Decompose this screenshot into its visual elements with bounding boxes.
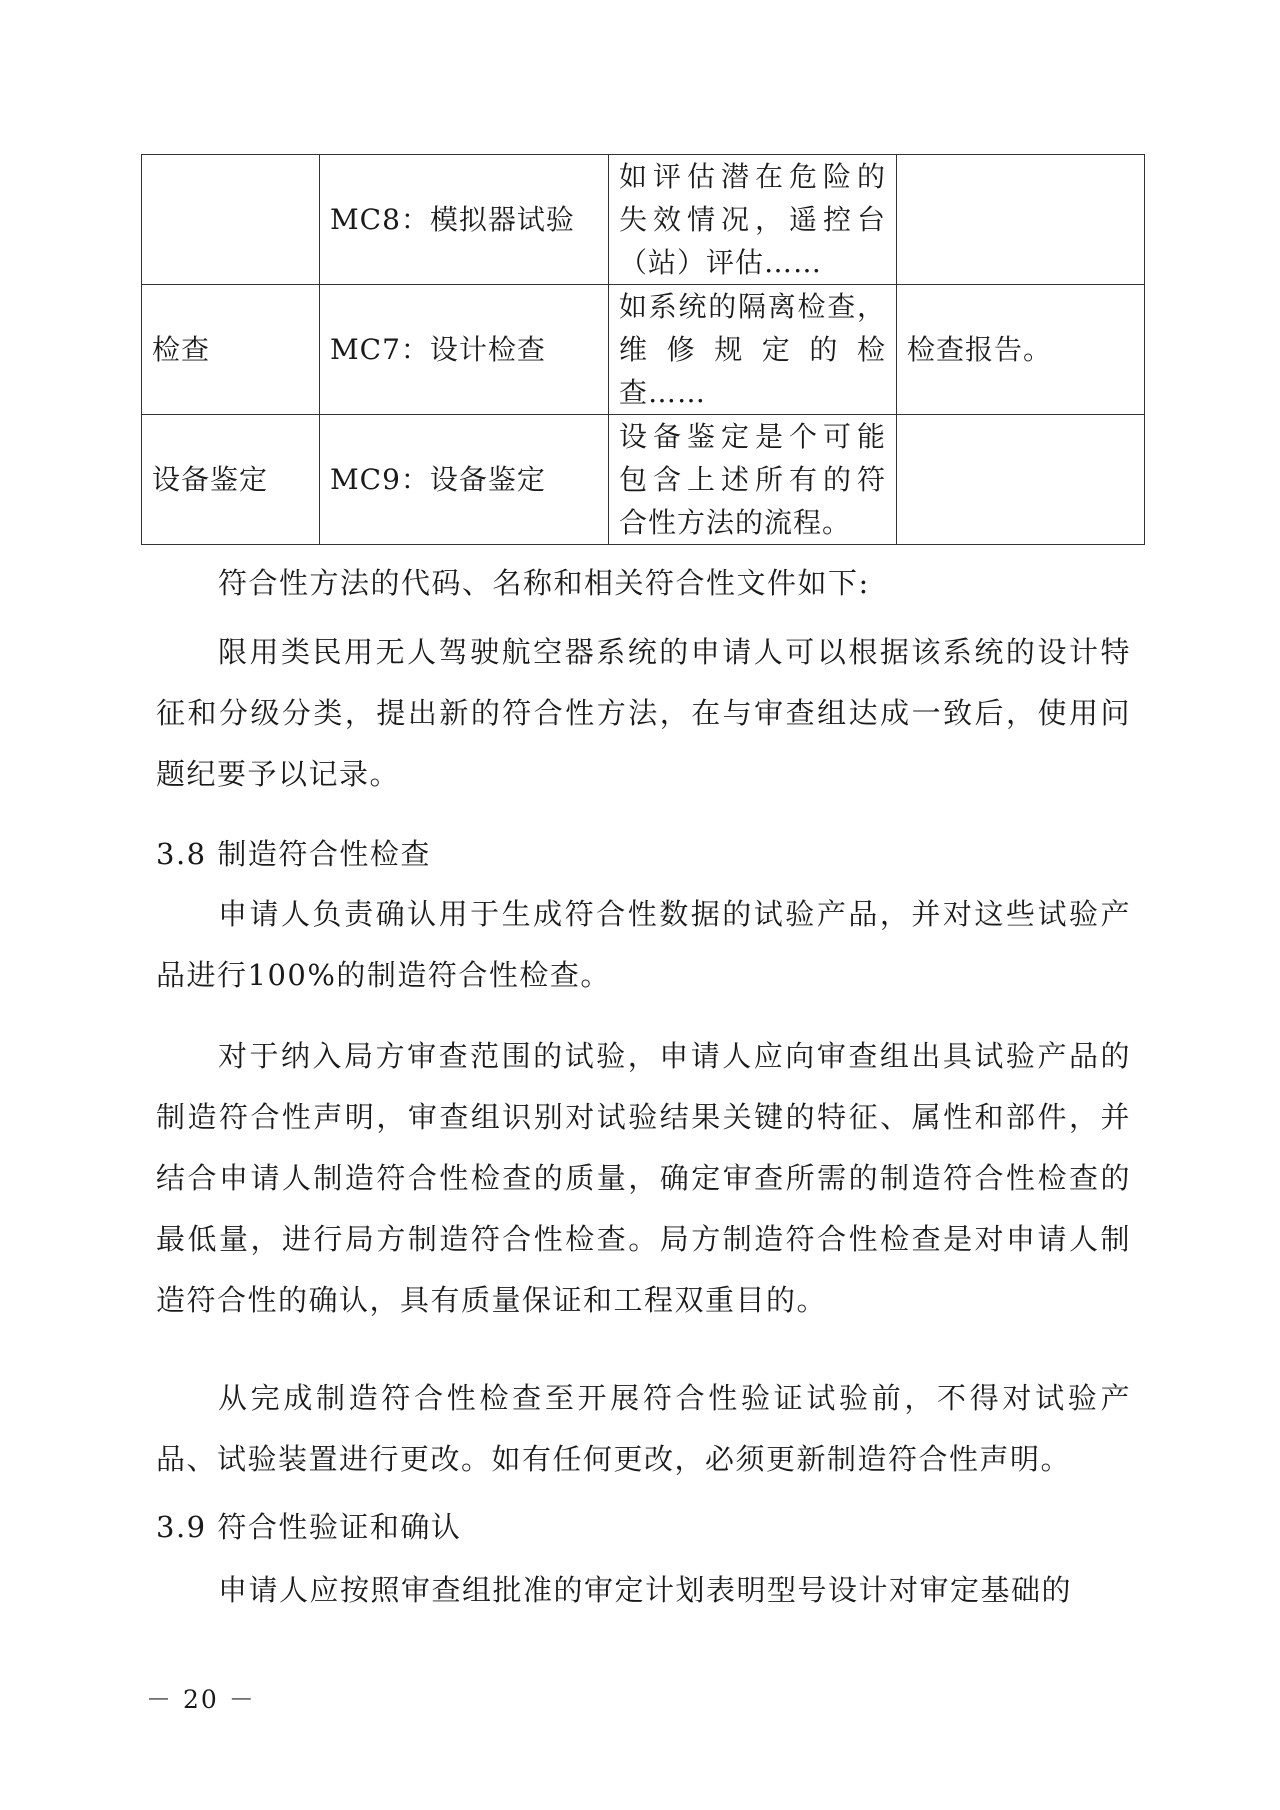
- method-cell: MC9：设备鉴定: [320, 415, 609, 545]
- paragraph-verification: 申请人应按照审查组批准的审定计划表明型号设计对审定基础的: [218, 1573, 1073, 1607]
- category-cell: [142, 155, 320, 285]
- page-number: － 20 －: [146, 1685, 256, 1714]
- paragraph-conformity-inspection: 对于纳入局方审查范围的试验，申请人应向审查组出具试验产品的制造符合性声明，审查组识别对试验结果关键的特征、属性和部件，并结合申请人制造符合性检查的质量，确定审查所需的制造符合性检查的最低量，进行局方制造符合性检查。局方制造符合性检查是对申请人制造符合性的确认，具有质量保证和工程双重目的。: [156, 1039, 1131, 1317]
- category-cell: 检查: [142, 285, 320, 415]
- description-cell: 如系统的隔离检查， 维 修 规 定 的 检 查……: [609, 285, 897, 415]
- description-cell: 设备鉴定是个可能 包含上述所有的符 合性方法的流程。: [609, 415, 897, 545]
- category-cell: 设备鉴定: [142, 415, 320, 545]
- paragraph-test-product-confirmation: 申请人负责确认用于生成符合性数据的试验产品，并对这些试验产品进行100%的制造符合性检查。: [156, 897, 1131, 992]
- section-heading-3-8: 3.8 制造符合性检查: [156, 837, 431, 871]
- document-cell: [897, 155, 1145, 285]
- table-row: [142, 285, 1145, 415]
- paragraph-no-changes: 从完成制造符合性检查至开展符合性验证试验前，不得对试验产品、试验装置进行更改。如有任何更改，必须更新制造符合性声明。: [156, 1381, 1131, 1476]
- document-cell: 检查报告。: [897, 285, 1145, 415]
- document-cell: [897, 415, 1145, 545]
- description-cell: 如评估潜在危险的 失效情况，遥控台 （站）评估……: [609, 155, 897, 285]
- table-row: [142, 415, 1145, 545]
- compliance-method-table: [141, 154, 1145, 545]
- method-cell: MC8：模拟器试验: [320, 155, 609, 285]
- method-cell: MC7：设计检查: [320, 285, 609, 415]
- paragraph-method-list-intro: 符合性方法的代码、名称和相关符合性文件如下:: [218, 566, 870, 600]
- section-heading-3-9: 3.9 符合性验证和确认: [156, 1510, 462, 1544]
- table-row: [142, 155, 1145, 285]
- paragraph-new-methods: 限用类民用无人驾驶航空器系统的申请人可以根据该系统的设计特征和分级分类，提出新的符合性方法，在与审查组达成一致后，使用问题纪要予以记录。: [156, 635, 1131, 791]
